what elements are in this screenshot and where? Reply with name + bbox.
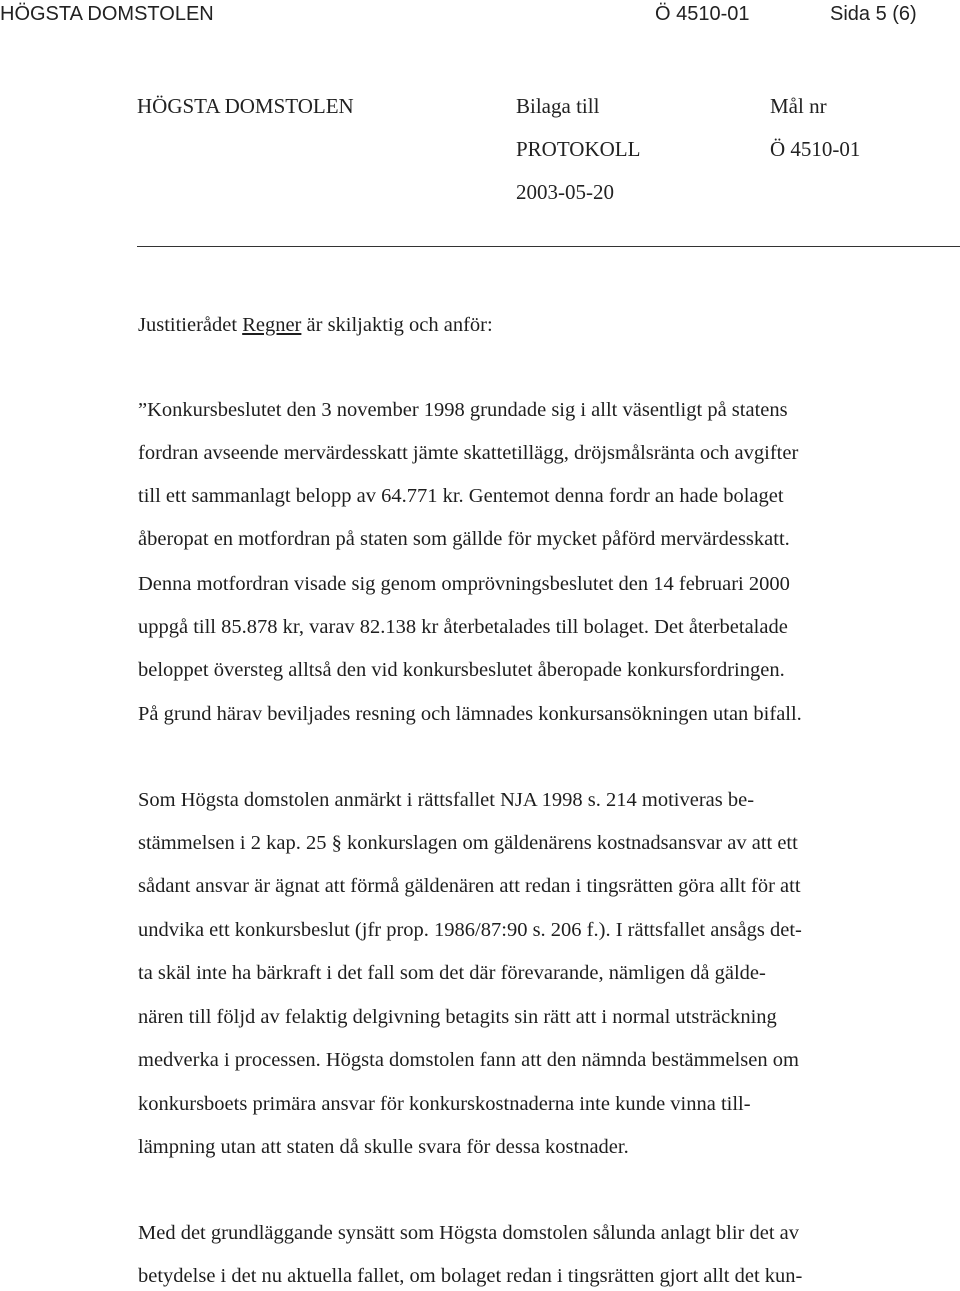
text-line: beloppet översteg alltså den vid konkursbeslutet åberopade konkursfordringen. [138, 659, 785, 681]
text-line: nären till följd av felaktig delgivning betagits sin rätt att i normal utsträckning [138, 1006, 777, 1028]
justice-name: Regner [242, 314, 302, 336]
text-line: undvika ett konkursbeslut (jfr prop. 1986/87:90 s. 206 f.). I rättsfallet ansågs det- [138, 919, 802, 941]
text-line: Som Högsta domstolen anmärkt i rättsfallet NJA 1998 s. 214 motiveras be- [138, 789, 755, 811]
text-line: medverka i processen. Högsta domstolen fann att den nämnda bestämmelsen om [138, 1049, 799, 1071]
header-court-name: HÖGSTA DOMSTOLEN [0, 3, 214, 25]
text-line: ta skäl inte ha bärkraft i det fall som det där förevarande, nämligen då gälde- [138, 962, 766, 984]
intro-suffix: är skiljaktig och anför: [301, 314, 493, 336]
text-line: fordran avseende mervärdesskatt jämte skattetillägg, dröjsmålsränta och avgifter [138, 442, 799, 464]
intro-line [138, 314, 493, 337]
text-line: till ett sammanlagt belopp av 64.771 kr. Gentemot denna fordr an hade bolaget [138, 485, 784, 507]
text-line: ”Konkursbeslutet den 3 november 1998 grundade sig i allt väsentligt på statens [138, 399, 788, 421]
letterhead-doc-type-1: Bilaga till [516, 94, 600, 118]
letterhead-court: HÖGSTA DOMSTOLEN [137, 94, 354, 118]
text-line: Denna motfordran visade sig genom omprövningsbeslutet den 14 februari 2000 [138, 573, 790, 595]
text-line: uppgå till 85.878 kr, varav 82.138 kr återbetalades till bolaget. Det återbetalade [138, 616, 788, 638]
intro-prefix: Justitierådet [138, 314, 243, 336]
text-line: betydelse i det nu aktuella fallet, om bolaget redan i tingsrätten gjort allt det kun- [138, 1265, 803, 1287]
header-case-number: Ö 4510-01 [655, 3, 750, 25]
text-line: konkursboets primära ansvar för konkurskostnaderna inte kunde vinna till- [138, 1093, 751, 1115]
letterhead-doc-type-2: PROTOKOLL [516, 137, 641, 161]
text-line: stämmelsen i 2 kap. 25 § konkurslagen om gäldenärens kostnadsansvar av att ett [138, 832, 798, 854]
text-line: Med det grundläggande synsätt som Högsta domstolen sålunda anlagt blir det av [138, 1222, 799, 1244]
text-line: lämpning utan att staten då skulle svara för dessa kostnader. [138, 1136, 629, 1158]
letterhead-case-number: Ö 4510-01 [770, 137, 861, 161]
page-header [0, 0, 960, 30]
header-page-number: Sida 5 (6) [830, 3, 917, 25]
text-line: sådant ansvar är ägnat att förmå gäldenären att redan i tingsrätten göra allt för att [138, 875, 801, 897]
text-line: åberopat en motfordran på staten som gällde för mycket påförd mervärdesskatt. [138, 528, 790, 550]
letterhead-date: 2003-05-20 [516, 180, 614, 204]
header-divider [137, 246, 960, 247]
letterhead-case-label: Mål nr [770, 94, 827, 118]
text-line: På grund härav beviljades resning och lämnades konkursansökningen utan bifall. [138, 703, 802, 725]
